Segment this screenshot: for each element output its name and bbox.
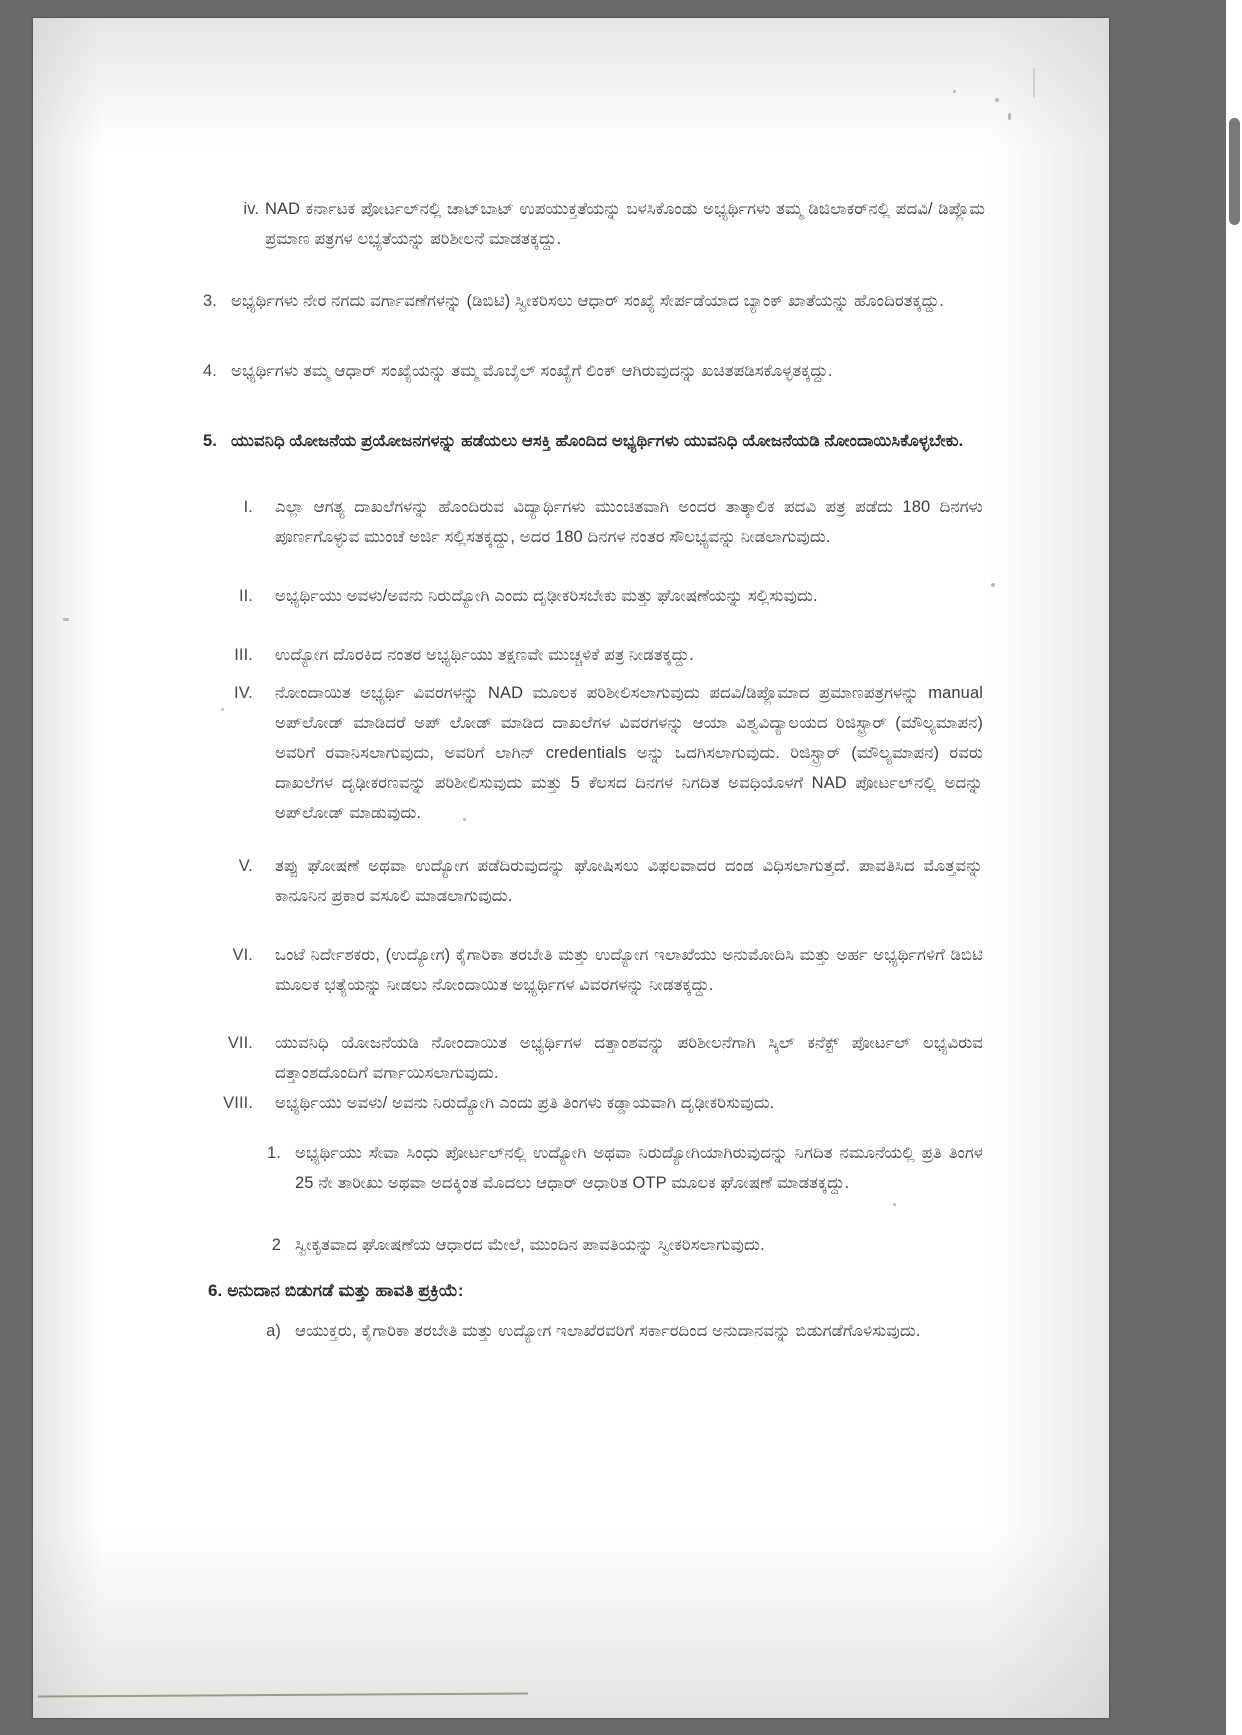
list-marker: VII.: [227, 1034, 253, 1052]
sub-list-item-1: [261, 1138, 983, 1198]
list-marker: V.: [238, 857, 253, 875]
list-item-i: [211, 492, 983, 552]
list-item-text: ಎಲ್ಲಾ ಆಗತ್ಯ ದಾಖಲೆಗಳನ್ನು ಹೊಂದಿರುವ ವಿದ್ಯಾರ್ಥಿಗಳು ಮುಂಚಿತವಾಗಿ ಅಂದರ ತಾತ್ಕಾಲಿಕ ಪದವಿ ಪತ್ರ ಪಡೆದು 180 ದಿನಗಳು ಪೂರ್ಣಗೊಳ್ಳುವ ಮುಂಚೆ ಅರ್ಜಿ ಸಲ್ಲಿಸತಕ್ಕದ್ದು, ಅದರ 180 ದಿನಗಳ ನಂತರ ಸೌಲಭ್ಯವನ್ನು ನೀಡಲಾಗುವುದು.: [275, 498, 983, 546]
list-marker: 4.: [203, 362, 217, 380]
list-item-text: ತಪ್ಪು ಘೋಷಣೆ ಅಥವಾ ಉದ್ಯೋಗ ಪಡೆದಿರುವುದನ್ನು ಘೋಷಿಸಲು ವಿಫಲವಾದರ ದಂಡ ವಿಧಿಸಲಾಗುತ್ತದೆ. ಪಾವತಿಸಿದ ಮೊತ್ತವನ್ನು ಕಾನೂನಿನ ಪ್ರಕಾರ ವಸೂಲಿ ಮಾಡಲಾಗುವುದು.: [275, 857, 983, 905]
scrollbar-thumb[interactable]: [1229, 118, 1240, 225]
scanned-page: [33, 18, 1109, 1718]
list-marker: iv.: [243, 200, 259, 218]
list-item-text: ಒಂಟೆ ನಿರ್ದೇಶಕರು, (ಉದ್ಯೋಗ) ಕೈಗಾರಿಕಾ ತರಬೇತಿ ಮತ್ತು ಉದ್ಯೋಗ ಇಲಾಖೆಯು ಅನುಮೋದಿಸಿ ಮತ್ತು ಅರ್ಹ ಅಭ್ಯರ್ಥಿಗಳಿಗೆ ಡಿಬಿಟಿ ಮೂಲಕ ಭತ್ಯೆಯನ್ನು ನೀಡಲು ನೋಂದಾಯಿತ ಅಭ್ಯರ್ಥಿಗಳ ವಿವರಗಳನ್ನು ನೀಡತಕ್ಕದ್ದು.: [275, 946, 983, 994]
list-marker: a): [266, 1322, 281, 1340]
list-item-text: NAD ಕರ್ನಾಟಕ ಪೋರ್ಟಲ್‌ನಲ್ಲಿ ಚಾಟ್‌ಬಾಟ್ ಉಪಯುಕ್ತತೆಯನ್ನು ಬಳಸಿಕೊಂಡು ಅಭ್ಯರ್ಥಿಗಳು ತಮ್ಮ ಡಿಜಿಲಾಕರ್‌ನಲ್ಲಿ ಪದವಿ/ ಡಿಪ್ಲೊಮ ಪ್ರಮಾಣ ಪತ್ರಗಳ ಲಭ್ಯತೆಯನ್ನು ಪರಿಶೀಲನೆ ಮಾಡತಕ್ಕದ್ದು.: [265, 200, 985, 248]
list-item-iv-2: [211, 678, 983, 828]
list-item-text: ಅಭ್ಯರ್ಥಿಗಳು ತಮ್ಮ ಆಧಾರ್ ಸಂಖ್ಯೆಯನ್ನು ತಮ್ಮ ಮೊಬೈಲ್ ಸಂಖ್ಯೆಗೆ ಲಿಂಕ್ ಆಗಿರುವುದನ್ನು ಖಚಿತಪಡಿಸಕೊಳ್ಳತಕ್ಕದ್ದು.: [231, 362, 833, 380]
list-marker: I.: [243, 498, 253, 516]
section-heading-6: [208, 1276, 988, 1306]
list-item-vii: [211, 1028, 983, 1088]
section-heading-text: 6. ಅನುದಾನ ಬಿಡುಗಡೆ ಮತ್ತು ಹಾವತಿ ಪ್ರಕ್ರಿಯೆ:: [208, 1281, 464, 1300]
list-marker: VI.: [232, 946, 253, 964]
list-marker: 1.: [267, 1144, 281, 1162]
list-item-text: ಅಭ್ಯರ್ಥಿಯು ಅವಳು/ ಅವನು ನಿರುದ್ಯೋಗಿ ಎಂದು ಪ್ರತಿ ತಿಂಗಳು ಕಡ್ಡಾಯವಾಗಿ ದೃಢೀಕರಿಸುವುದು.: [275, 1094, 775, 1112]
sub-list-item-2: [261, 1230, 983, 1260]
list-marker: 5.: [203, 432, 217, 450]
list-marker: VIII.: [223, 1094, 253, 1112]
list-marker: 3.: [203, 292, 217, 310]
list-item-text: ಯುವನಿಧಿ ಯೋಜನೆಯ ಪ್ರಯೋಜನಗಳನ್ನು ಹಡೆಯಲು ಆಸಕ್ತಿ ಹೊಂದಿದ ಅಭ್ಯರ್ಥಿಗಳು ಯುವನಿಧಿ ಯೋಜನೆಯಡಿ ನೋಂದಾಯಿಸಿಕೊಳ್ಳಬೇಕು.: [231, 432, 964, 450]
list-item-text: ನೋಂದಾಯಿತ ಅಭ್ಯರ್ಥಿ ವಿವರಗಳನ್ನು NAD ಮೂಲಕ ಪರಿಶೀಲಿಸಲಾಗುವುದು ಪದವಿ/ಡಿಪ್ಲೊಮಾದ ಪ್ರಮಾಣಪತ್ರಗಳನ್ನು manual ಅಪ್‌ಲೋಡ್ ಮಾಡಿದರೆ ಅಪ್ ಲೋಡ್ ಮಾಡಿದ ದಾಖಲೆಗಳ ವಿವರಗಳನ್ನು ಆಯಾ ವಿಶ್ವವಿದ್ಯಾಲಯದ ರಿಜಿಸ್ಟ್ರಾರ್ (ಮೌಲ್ಯಮಾಪನ) ಅವರಿಗೆ ರವಾನಿಸಲಾಗುವುದು, ಅವರಿಗೆ ಲಾಗಿನ್ credentials ಅನ್ನು ಒದಗಿಸಲಾಗುವುದು. ರಿಜಿಸ್ಟ್ರಾರ್ (ಮೌಲ್ಯಮಾಪನ) ರವರು ದಾಖಲೆಗಳ ದೃಢೀಕರಣವನ್ನು ಪರಿಶೀಲಿಸುವುದು ಮತ್ತು 5 ಕೆಲಸದ ದಿನಗಳ ನಿಗದಿತ ಅವಧಿಯೊಳಗೆ NAD ಪೋರ್ಟಲ್‌ನಲ್ಲಿ ಅದನ್ನು ಅಪ್‌ಲೋಡ್ ಮಾಡುವುದು.: [275, 684, 983, 822]
list-item-text: ಯುವನಿಧಿ ಯೋಜನೆಯಡಿ ನೋಂದಾಯಿತ ಅಭ್ಯರ್ಥಿಗಳ ದತ್ತಾಂಶವನ್ನು ಪರಿಶೀಲನೆಗಾಗಿ ಸ್ಕಿಲ್ ಕನೆಕ್ಟ್ ಪೋರ್ಟಲ್ ಲಭ್ಯವಿರುವ ದತ್ತಾಂಶದೊಂದಿಗೆ ವರ್ಗಾಯಿಸಲಾಗುವುದು.: [275, 1034, 983, 1082]
list-item-a: [255, 1316, 985, 1346]
list-item-4: [193, 356, 985, 386]
list-marker: IV.: [234, 684, 253, 702]
document-text-body: [33, 18, 1109, 1718]
list-item-5: [193, 426, 985, 456]
list-item-vi: [211, 940, 983, 1000]
list-item-text: ಅಭ್ಯರ್ಥಿಯು ಸೇವಾ ಸಿಂಧು ಪೋರ್ಟಲ್‌ನಲ್ಲಿ ಉದ್ಯೋಗಿ ಅಥವಾ ನಿರುದ್ಯೋಗಿಯಾಗಿರುವುದನ್ನು ನಿಗದಿತ ನಮೂನೆಯಲ್ಲಿ ಪ್ರತಿ ತಿಂಗಳ 25 ನೇ ತಾರೀಖು ಅಥವಾ ಅದಕ್ಕಿಂತ ಮೊದಲು ಆಧಾರ್ ಆಧಾರಿತ OTP ಮೂಲಕ ಘೋಷಣೆ ಮಾಡತಕ್ಕದ್ದು.: [295, 1144, 983, 1192]
list-item-ii: [211, 581, 983, 611]
list-item-text: ಅಭ್ಯರ್ಥಿಯು ಅವಳು/ಅವನು ನಿರುದ್ಯೋಗಿ ಎಂದು ದೃಢೀಕರಿಸಬೇಕು ಮತ್ತು ಘೋಷಣೆಯನ್ನು ಸಲ್ಲಿಸುವುದು.: [275, 587, 818, 605]
list-item-text: ಸ್ವೀಕೃತವಾದ ಘೋಷಣೆಯ ಆಧಾರದ ಮೇಲೆ, ಮುಂದಿನ ಪಾವತಿಯನ್ನು ಸ್ವೀಕರಿಸಲಾಗುವುದು.: [295, 1236, 765, 1254]
list-item-text: ಉದ್ಯೋಗ ದೊರಕಿದ ನಂತರ ಅಭ್ಯರ್ಥಿಯು ತಕ್ಷಣವೇ ಮುಚ್ಚಳಿಕೆ ಪತ್ರ ನೀಡತಕ್ಕದ್ದು.: [275, 646, 694, 664]
list-item-text: ಆಯುಕ್ತರು, ಕೈಗಾರಿಕಾ ತರಬೇತಿ ಮತ್ತು ಉದ್ಯೋಗ ಇಲಾಖೆರವರಿಗೆ ಸರ್ಕಾರದಿಂದ ಅನುದಾನವನ್ನು ಬಿಡುಗಡೆಗೊಳಿಸುವುದು.: [295, 1322, 921, 1340]
list-item-text: ಅಭ್ಯರ್ಥಿಗಳು ನೇರ ನಗದು ವರ್ಗಾವಣೆಗಳನ್ನು (ಡಿಬಿಟಿ) ಸ್ವೀಕರಿಸಲು ಆಧಾರ್ ಸಂಖ್ಯೆ ಸೇರ್ಪಡೆಯಾದ ಬ್ಯಾಂಕ್ ಖಾತೆಯನ್ನು ಹೊಂದಿರತಕ್ಕದ್ದು.: [231, 292, 944, 310]
list-item-viii: [211, 1088, 983, 1118]
vertical-scrollbar[interactable]: [1226, 0, 1242, 1735]
list-item-v: [211, 851, 983, 911]
list-item-iii: [211, 640, 983, 670]
list-marker: 2: [271, 1236, 281, 1254]
list-marker: III.: [234, 646, 253, 664]
list-item-iv: [225, 194, 985, 254]
list-marker: II.: [238, 587, 253, 605]
list-item-3: [193, 286, 985, 316]
